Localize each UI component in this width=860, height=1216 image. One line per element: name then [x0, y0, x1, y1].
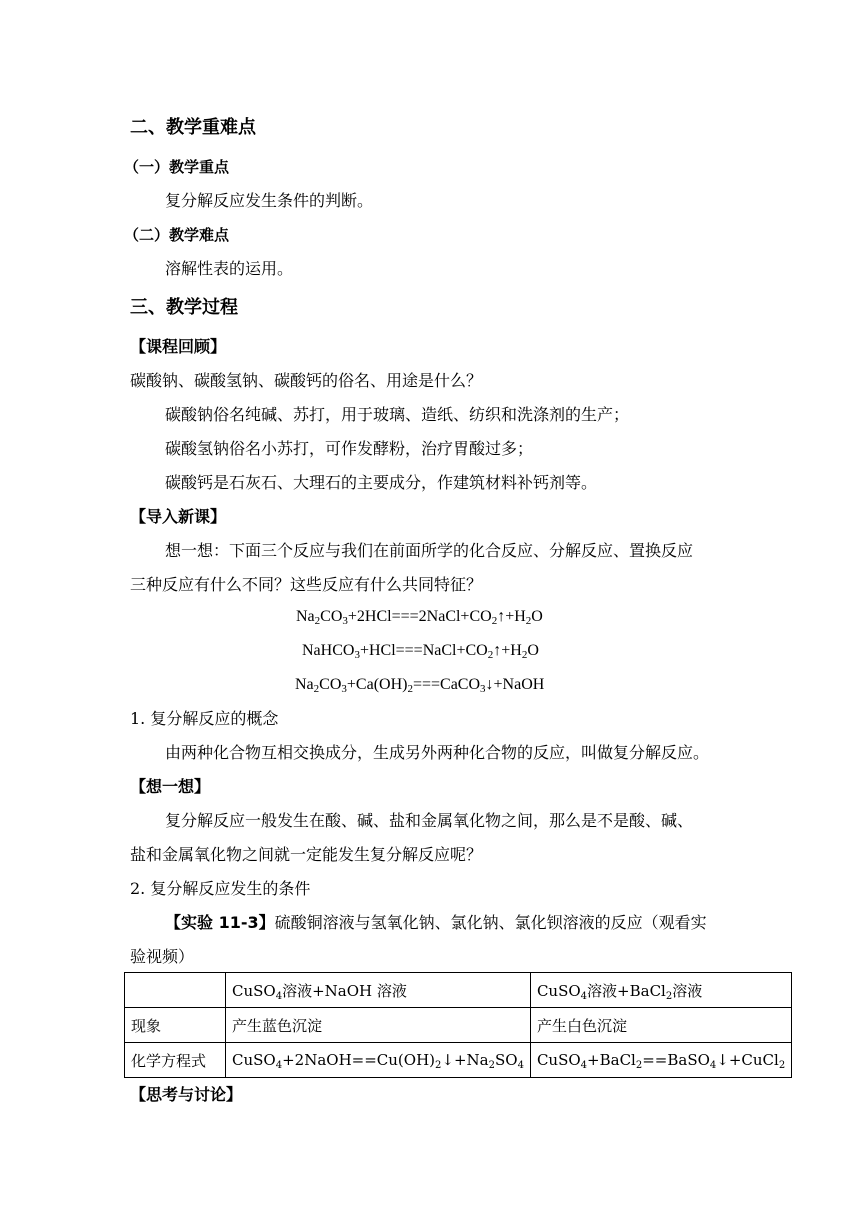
- table-cell-equation-naoh: $CuSO_4+2NaOH==Cu(OH)_2↓+Na_2SO_4$: [226, 1043, 531, 1078]
- table-cell-phenomenon-naoh: 产生蓝色沉淀: [226, 1008, 531, 1043]
- intro-text-line-2: 三种反应有什么不同？这些反应有什么共同特征？: [130, 575, 483, 594]
- review-answer-2: 碳酸氢钠俗名小苏打，可作发酵粉，治疗胃酸过多；: [165, 439, 534, 458]
- table-cell-phenomenon-bacl2: 产生白色沉淀: [530, 1008, 791, 1043]
- section-2-title: 二、教学重难点: [130, 117, 256, 138]
- experiment-line-1: [165, 912, 707, 934]
- review-heading: 【课程回顾】: [130, 337, 227, 356]
- table-row: [125, 1008, 792, 1043]
- review-answer-1: 碳酸钠俗名纯碱、苏打，用于玻璃、造纸、纺织和洗涤剂的生产；: [165, 405, 630, 424]
- review-answer-3: 碳酸钙是石灰石、大理石的主要成分，作建筑材料补钙剂等。: [165, 473, 598, 492]
- think-heading: 【想一想】: [130, 777, 211, 796]
- concept-heading: 1. 复分解反应的概念: [130, 709, 279, 728]
- equation-2: $NaHCO_3+HCl===NaCl+CO_2↑+H_2O$: [302, 642, 539, 661]
- equation-1: $Na_2CO_3+2HCl===2NaCl+CO_2↑+H_2O$: [296, 608, 543, 627]
- section-2-1-title: （一）教学重点: [124, 158, 230, 176]
- equation-3: $Na_2CO_3+Ca(OH)_2===CaCO_3↓+NaOH$: [295, 676, 545, 695]
- concept-text: 由两种化合物互相交换成分，生成另外两种化合物的反应，叫做复分解反应。: [165, 743, 710, 762]
- section-2-2-text: 溶解性表的运用。: [165, 259, 294, 278]
- experiment-text: 硫酸铜溶液与氢氧化钠、氯化钠、氯化钡溶液的反应（观看实: [274, 913, 707, 932]
- table-header-naoh: CuSO$_4$溶液+NaOH 溶液: [226, 973, 531, 1008]
- section-2-2-title: （二）教学难点: [124, 226, 230, 244]
- section-3-title: 三、教学过程: [130, 297, 238, 318]
- table-row-label-equation: 化学方程式: [125, 1043, 226, 1078]
- experiment-label: 【实验 11-3】: [165, 913, 275, 932]
- experiment-table: [124, 972, 792, 1078]
- think-line-2: 盐和金属氧化物之间就一定能发生复分解反应呢？: [130, 845, 483, 864]
- table-row: [125, 1043, 792, 1078]
- think-line-1: 复分解反应一般发生在酸、碱、盐和金属氧化物之间，那么是不是酸、碱、: [165, 811, 694, 830]
- table-cell-corner: [125, 973, 226, 1008]
- table-header-bacl2: CuSO$_4$溶液+BaCl$_2$溶液: [530, 973, 791, 1008]
- section-2-1-text: 复分解反应发生条件的判断。: [165, 191, 374, 210]
- intro-text-line-1: 想一想：下面三个反应与我们在前面所学的化合反应、分解反应、置换反应: [165, 541, 694, 560]
- table-cell-equation-bacl2: CuSO$_4$+BaCl$_2$==BaSO$_4$↓+CuCl$_2$: [530, 1043, 791, 1078]
- conditions-heading: 2. 复分解反应发生的条件: [130, 879, 311, 898]
- discussion-heading: 【思考与讨论】: [130, 1085, 243, 1104]
- review-question: 碳酸钠、碳酸氢钠、碳酸钙的俗名、用途是什么？: [130, 371, 483, 390]
- experiment-line-2: 验视频）: [130, 947, 195, 966]
- table-row: [125, 973, 792, 1008]
- intro-heading: 【导入新课】: [130, 507, 227, 526]
- table-row-label-phenomenon: 现象: [125, 1008, 226, 1043]
